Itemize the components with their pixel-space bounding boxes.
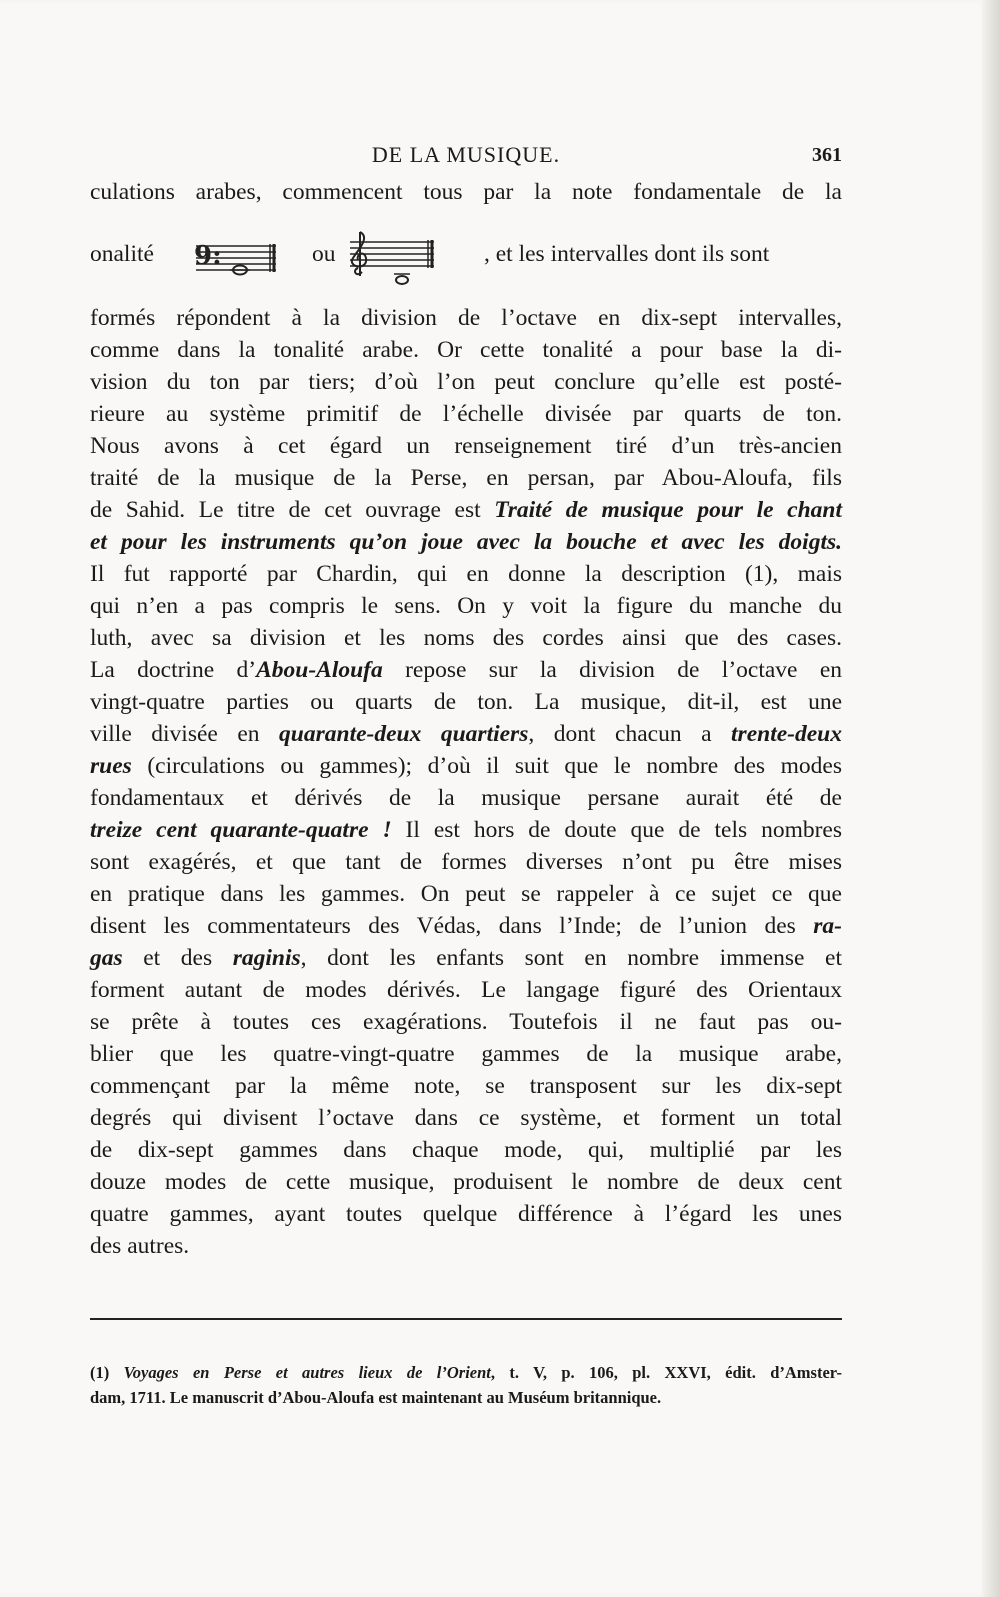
text-line: blier que les quatre-vingt-quatre gammes de la musique arabe,: [90, 1041, 842, 1067]
italic-word: raginis: [232, 945, 301, 971]
text-line: fondamentaux et dérivés de la musique persane aurait été de: [90, 785, 842, 811]
italic-phrase: rues: [90, 753, 132, 779]
bass-clef-staff-icon: [188, 240, 284, 276]
italic-phrase: treize cent quarante-quatre !: [90, 817, 392, 843]
text-line: rieure au système primitif de l’échelle divisée par quarts de ton.: [90, 401, 842, 427]
text-fragment: , dont les enfants sont en nombre immense et: [300, 945, 842, 971]
italic-phrase: trente-deux: [731, 721, 842, 747]
text-fragment: repose sur la division de l’octave en: [382, 657, 843, 683]
text-fragment: et des: [122, 945, 233, 971]
italic-name: Abou-Aloufa: [256, 657, 383, 683]
page-header: [90, 142, 842, 172]
text-fragment: (circulations ou gammes); d’où il suit que le nombre des modes: [131, 753, 842, 779]
text-line: [90, 750, 842, 782]
text-fragment: , et les intervalles dont ils sont: [484, 241, 770, 267]
text-line: sont exagérés, et que tant de formes diverses n’ont pu être mises: [90, 849, 842, 875]
text-line: [90, 814, 842, 846]
footnote-number: (1): [90, 1363, 124, 1382]
svg-text:9:: 9:: [194, 241, 222, 271]
text-line: Nous avons à cet égard un renseignement tiré d’un très-ancien: [90, 433, 842, 459]
text-line: vision du ton par tiers; d’où l’on peut conclure qu’elle est posté-: [90, 369, 842, 395]
italic-title: et pour les instruments qu’on joue avec la bouche et avec les doigts.: [90, 529, 842, 555]
italic-phrase: quarante-deux quartiers: [279, 721, 529, 747]
text-line: traité de la musique de la Perse, en persan, par Abou-Aloufa, fils: [90, 465, 842, 491]
text-line: culations arabes, commencent tous par la note fondamentale de la: [90, 179, 842, 205]
running-title: DE LA MUSIQUE.: [371, 142, 561, 167]
page-number: 361: [812, 144, 842, 166]
text-line: [90, 494, 842, 526]
text-line: en pratique dans les gammes. On peut se rappeler à ce sujet ce que: [90, 881, 842, 907]
italic-title: Traité de musique pour le chant: [494, 497, 843, 523]
music-notation-line: [90, 238, 842, 298]
text-fragment: La doctrine d’: [90, 657, 257, 683]
text-line: forment autant de modes dérivés. Le langage figuré des Orientaux: [90, 977, 842, 1003]
footnote: [90, 1360, 842, 1410]
text-fragment: ou: [312, 241, 336, 267]
text-line: des autres.: [90, 1233, 190, 1259]
text-line: douze modes de cette musique, produisent le nombre de deux cent: [90, 1169, 842, 1195]
footnote-line: [90, 1360, 842, 1385]
text-fragment: onalité: [90, 241, 154, 267]
text-line: luth, avec sa division et les noms des cordes ainsi que des cases.: [90, 625, 842, 651]
footnote-title: Voyages en Perse et autres lieux de l’Orient: [123, 1363, 491, 1382]
text-line: se prête à toutes ces exagérations. Toutefois il ne faut pas ou-: [90, 1009, 842, 1035]
text-line: commençant par la même note, se transposent sur les dix-sept: [90, 1073, 842, 1099]
page-edge-shadow: [982, 0, 1000, 1597]
text-line: quatre gammes, ayant toutes quelque différence à l’égard les unes: [90, 1201, 842, 1227]
text-fragment: ville divisée en: [90, 721, 280, 747]
text-line: formés répondent à la division de l’octave en dix-sept intervalles,: [90, 305, 842, 331]
text-line: [90, 718, 842, 750]
text-fragment: Il est hors de doute que de tels nombres: [391, 817, 842, 843]
footnote-line: dam, 1711. Le manuscrit d’Abou-Aloufa est maintenant au Muséum britannique.: [90, 1388, 662, 1407]
text-line: qui n’en a pas compris le sens. On y voit la figure du manche du: [90, 593, 842, 619]
text-line: vingt-quatre parties ou quarts de ton. La musique, dit-il, est une: [90, 689, 842, 715]
text-line: comme dans la tonalité arabe. Or cette tonalité a pour base la di-: [90, 337, 842, 363]
text-fragment: disent les commentateurs des Védas, dans l’Inde; de l’union des: [90, 913, 814, 939]
text-line: degrés qui divisent l’octave dans ce système, et forment un total: [90, 1105, 842, 1131]
italic-word: gas: [90, 945, 123, 971]
text-line: [90, 942, 842, 974]
text-fragment: , dont chacun a: [528, 721, 732, 747]
italic-word: ra-: [813, 913, 842, 939]
text-line: [90, 910, 842, 942]
treble-clef-staff-icon: [342, 228, 442, 288]
text-line: de dix-sept gammes dans chaque mode, qui, multiplié par les: [90, 1137, 842, 1163]
text-line: [90, 654, 842, 686]
footnote-divider: [90, 1318, 842, 1320]
footnote-text: , t. V, p. 106, pl. XXVI, édit. d’Amster-: [490, 1363, 842, 1382]
text-fragment: de Sahid. Le titre de cet ouvrage est: [90, 497, 481, 523]
text-line: Il fut rapporté par Chardin, qui en donne la description (1), mais: [90, 561, 842, 587]
text-line: [90, 526, 842, 558]
